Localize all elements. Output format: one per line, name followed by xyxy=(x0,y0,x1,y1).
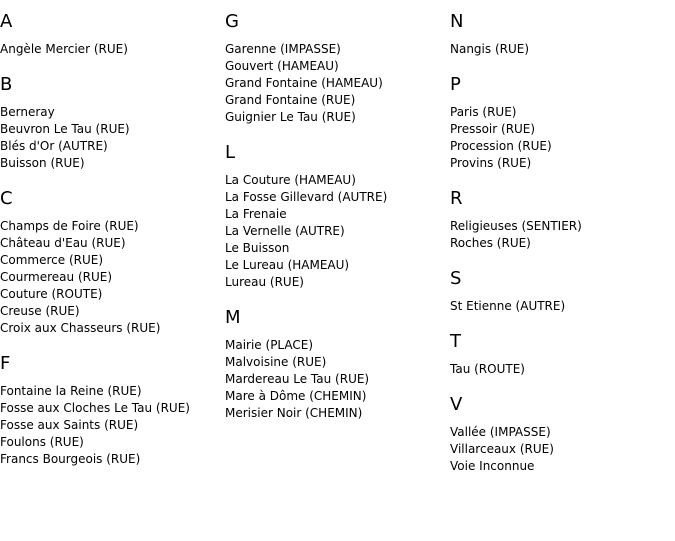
street-item: Beuvron Le Tau (RUE) xyxy=(0,122,130,136)
street-item: Fontaine la Reine (RUE) xyxy=(0,384,142,398)
letter-heading: B xyxy=(0,74,13,95)
street-item: Roches (RUE) xyxy=(450,236,531,250)
street-item: Le Buisson xyxy=(225,241,290,255)
street-item: Tau (ROUTE) xyxy=(450,362,525,376)
street-item: Angèle Mercier (RUE) xyxy=(0,42,128,56)
street-item: Francs Bourgeois (RUE) xyxy=(0,452,141,466)
letter-section-r xyxy=(450,187,672,252)
street-list xyxy=(0,41,222,58)
street-list xyxy=(450,104,672,172)
street-item: Couture (ROUTE) xyxy=(0,287,103,301)
street-item: Champs de Foire (RUE) xyxy=(0,219,139,233)
street-item: Garenne (IMPASSE) xyxy=(225,42,341,56)
street-item: Mardereau Le Tau (RUE) xyxy=(225,372,370,386)
letter-section-n xyxy=(450,10,672,58)
street-list xyxy=(450,424,672,475)
street-item: Lureau (RUE) xyxy=(225,275,304,289)
street-item: La Fosse Gillevard (AUTRE) xyxy=(225,190,388,204)
letter-heading: S xyxy=(450,268,462,289)
letter-heading: L xyxy=(225,142,236,163)
street-list xyxy=(225,337,447,422)
letter-heading: V xyxy=(450,394,463,415)
letter-section-p xyxy=(450,73,672,172)
street-item: Mairie (PLACE) xyxy=(225,338,314,352)
letter-heading: C xyxy=(0,188,13,209)
street-item: Malvoisine (RUE) xyxy=(225,355,327,369)
street-item: Fosse aux Saints (RUE) xyxy=(0,418,139,432)
street-item: La Vernelle (AUTRE) xyxy=(225,224,345,238)
letter-heading: G xyxy=(225,11,239,32)
index-column-1 xyxy=(0,10,222,483)
street-list xyxy=(450,218,672,252)
street-list xyxy=(0,218,222,337)
street-item: Procession (RUE) xyxy=(450,139,552,153)
letter-section-l xyxy=(225,141,447,291)
street-item: Pressoir (RUE) xyxy=(450,122,536,136)
letter-heading: F xyxy=(0,353,11,374)
letter-heading: T xyxy=(450,331,461,352)
street-item: Blés d'Or (AUTRE) xyxy=(0,139,108,153)
street-item: Croix aux Chasseurs (RUE) xyxy=(0,321,161,335)
letter-heading: A xyxy=(0,11,13,32)
street-item: Le Lureau (HAMEAU) xyxy=(225,258,350,272)
street-item: Château d'Eau (RUE) xyxy=(0,236,126,250)
street-item: Paris (RUE) xyxy=(450,105,517,119)
street-item: Villarceaux (RUE) xyxy=(450,442,554,456)
letter-section-c xyxy=(0,187,222,337)
street-list xyxy=(450,41,672,58)
street-list xyxy=(450,361,672,378)
street-list xyxy=(0,383,222,468)
street-item: Creuse (RUE) xyxy=(0,304,80,318)
letter-section-b xyxy=(0,73,222,172)
index-column-3 xyxy=(450,10,672,490)
letter-section-v xyxy=(450,393,672,475)
street-item: Vallée (IMPASSE) xyxy=(450,425,551,439)
street-list xyxy=(450,298,672,315)
street-list xyxy=(225,172,447,291)
street-item: Merisier Noir (CHEMIN) xyxy=(225,406,363,420)
street-item: Commerce (RUE) xyxy=(0,253,104,267)
street-item: Nangis (RUE) xyxy=(450,42,530,56)
street-item: Courmereau (RUE) xyxy=(0,270,113,284)
letter-section-t xyxy=(450,330,672,378)
street-item: Gouvert (HAMEAU) xyxy=(225,59,339,73)
letter-heading: R xyxy=(450,188,463,209)
street-list xyxy=(0,104,222,172)
street-list xyxy=(225,41,447,126)
letter-section-m xyxy=(225,306,447,422)
street-item: Voie Inconnue xyxy=(450,459,535,473)
index-column-2 xyxy=(225,10,447,437)
street-item: Berneray xyxy=(0,105,55,119)
street-item: Buisson (RUE) xyxy=(0,156,85,170)
street-item: St Etienne (AUTRE) xyxy=(450,299,566,313)
letter-section-s xyxy=(450,267,672,315)
street-item: La Frenaie xyxy=(225,207,287,221)
street-item: Mare à Dôme (CHEMIN) xyxy=(225,389,367,403)
letter-section-a xyxy=(0,10,222,58)
letter-heading: P xyxy=(450,74,461,95)
street-item: Grand Fontaine (HAMEAU) xyxy=(225,76,383,90)
letter-section-g xyxy=(225,10,447,126)
street-item: Religieuses (SENTIER) xyxy=(450,219,582,233)
letter-heading: N xyxy=(450,11,464,32)
street-item: Grand Fontaine (RUE) xyxy=(225,93,356,107)
street-item: Guignier Le Tau (RUE) xyxy=(225,110,356,124)
street-item: Fosse aux Cloches Le Tau (RUE) xyxy=(0,401,190,415)
street-item: Foulons (RUE) xyxy=(0,435,84,449)
letter-section-f xyxy=(0,352,222,468)
street-item: Provins (RUE) xyxy=(450,156,532,170)
letter-heading: M xyxy=(225,307,241,328)
street-item: La Couture (HAMEAU) xyxy=(225,173,356,187)
